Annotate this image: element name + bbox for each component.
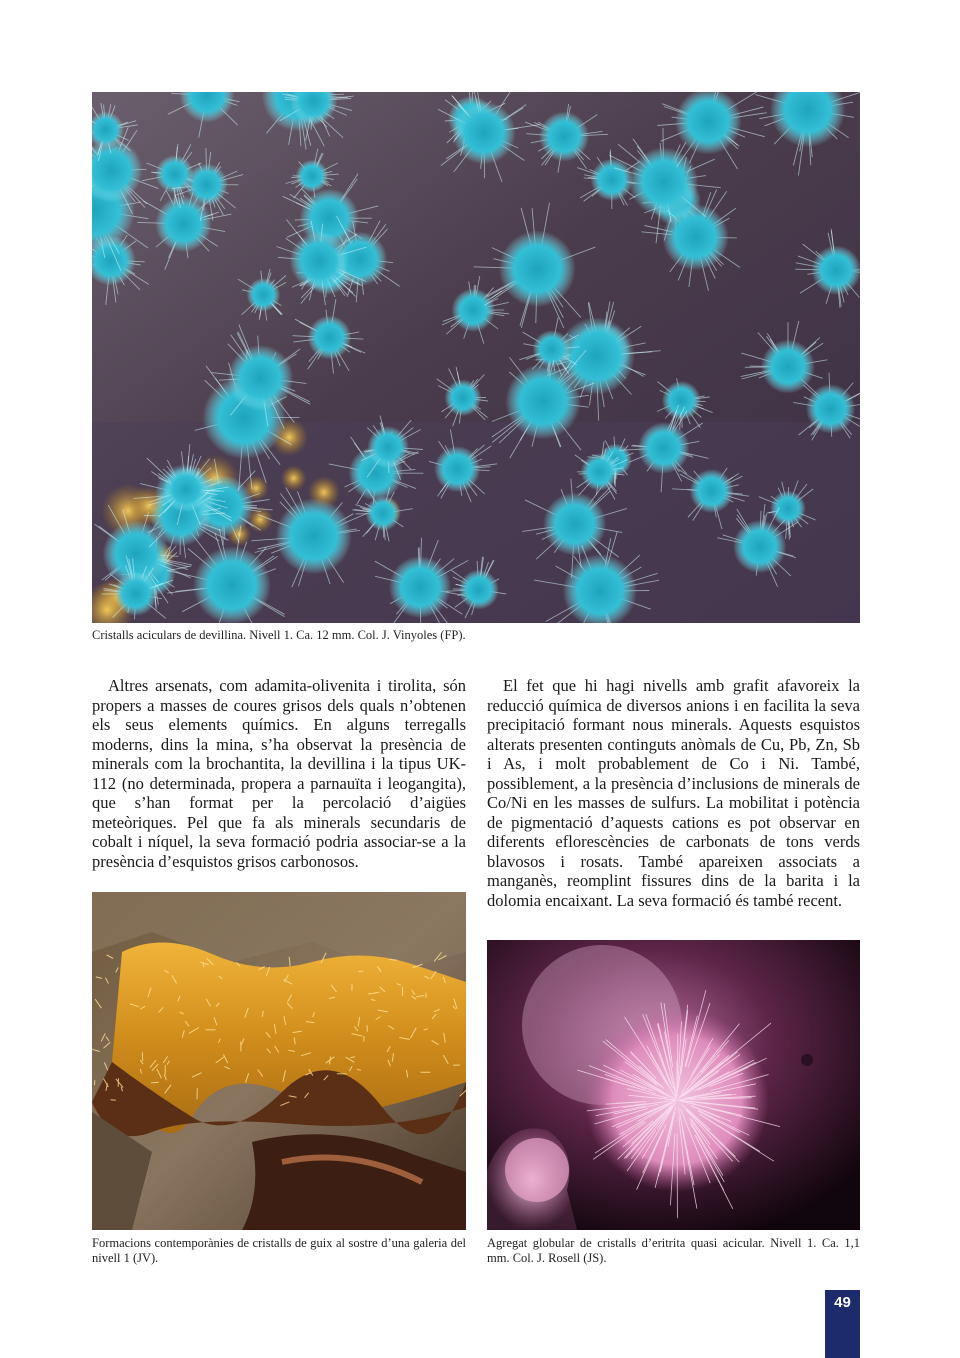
page-number-tab	[825, 1290, 860, 1358]
page-number: 49	[834, 1294, 851, 1311]
eritrita-photo	[487, 940, 860, 1230]
right-column-text	[487, 676, 860, 910]
devillina-caption: Cristalls aciculars de devillina. Nivell 1. Ca. 12 mm. Col. J. Vinyoles (FP).	[92, 628, 466, 642]
left-paragraph: Altres arsenats, com adamita-olivenita i tirolita, són propers a masses de coures grisos dels quals n’obtenen els seus elements químics. En alguns terregalls moderns, dins la mina, s’ha observat la presència de minerals com la brochantita, la devillina i la tipus UK-112 (no determinada, propera a parnauïta i leogangita), que s’han format per la percolació d’aigües meteòriques. Pel que fa als minerals secundaris de cobalt i níquel, la seva formació podria associar-se a la presència d’esquistos grisos carbonosos.	[92, 676, 466, 871]
right-paragraph: El fet que hi hagi nivells amb grafit afavoreix la reducció química de diversos anions i en facilita la seva precipitació formant nous minerals. Aquests esquistos alterats presenten continguts anòmals de Cu, Pb, Zn, Sb i As, i molt probablement de Co i Ni. També, possiblement, a la presència d’inclusions de minerals de Co/Ni en les masses de sulfurs. La mobilitat i potència de pigmentació d’aquests cations es pot observar en diferents eflorescències de carbonats de tons verds blavosos i rosats. També apareixen associats a manganès, reomplint fissures dins de la barita i la dolomia encaixant. La seva formació és també recent.	[487, 676, 860, 910]
guix-caption: Formacions contemporànies de cristalls de guix al sostre d’una galeria del nivell 1 (JV).	[92, 1236, 466, 1265]
eritrita-caption: Agregat globular de cristalls d’eritrita quasi acicular. Nivell 1. Ca. 1,1 mm. Col. J. Rosell (JS).	[487, 1236, 860, 1265]
left-column-text	[92, 676, 466, 871]
devillina-photo	[92, 92, 860, 623]
guix-photo	[92, 892, 466, 1230]
